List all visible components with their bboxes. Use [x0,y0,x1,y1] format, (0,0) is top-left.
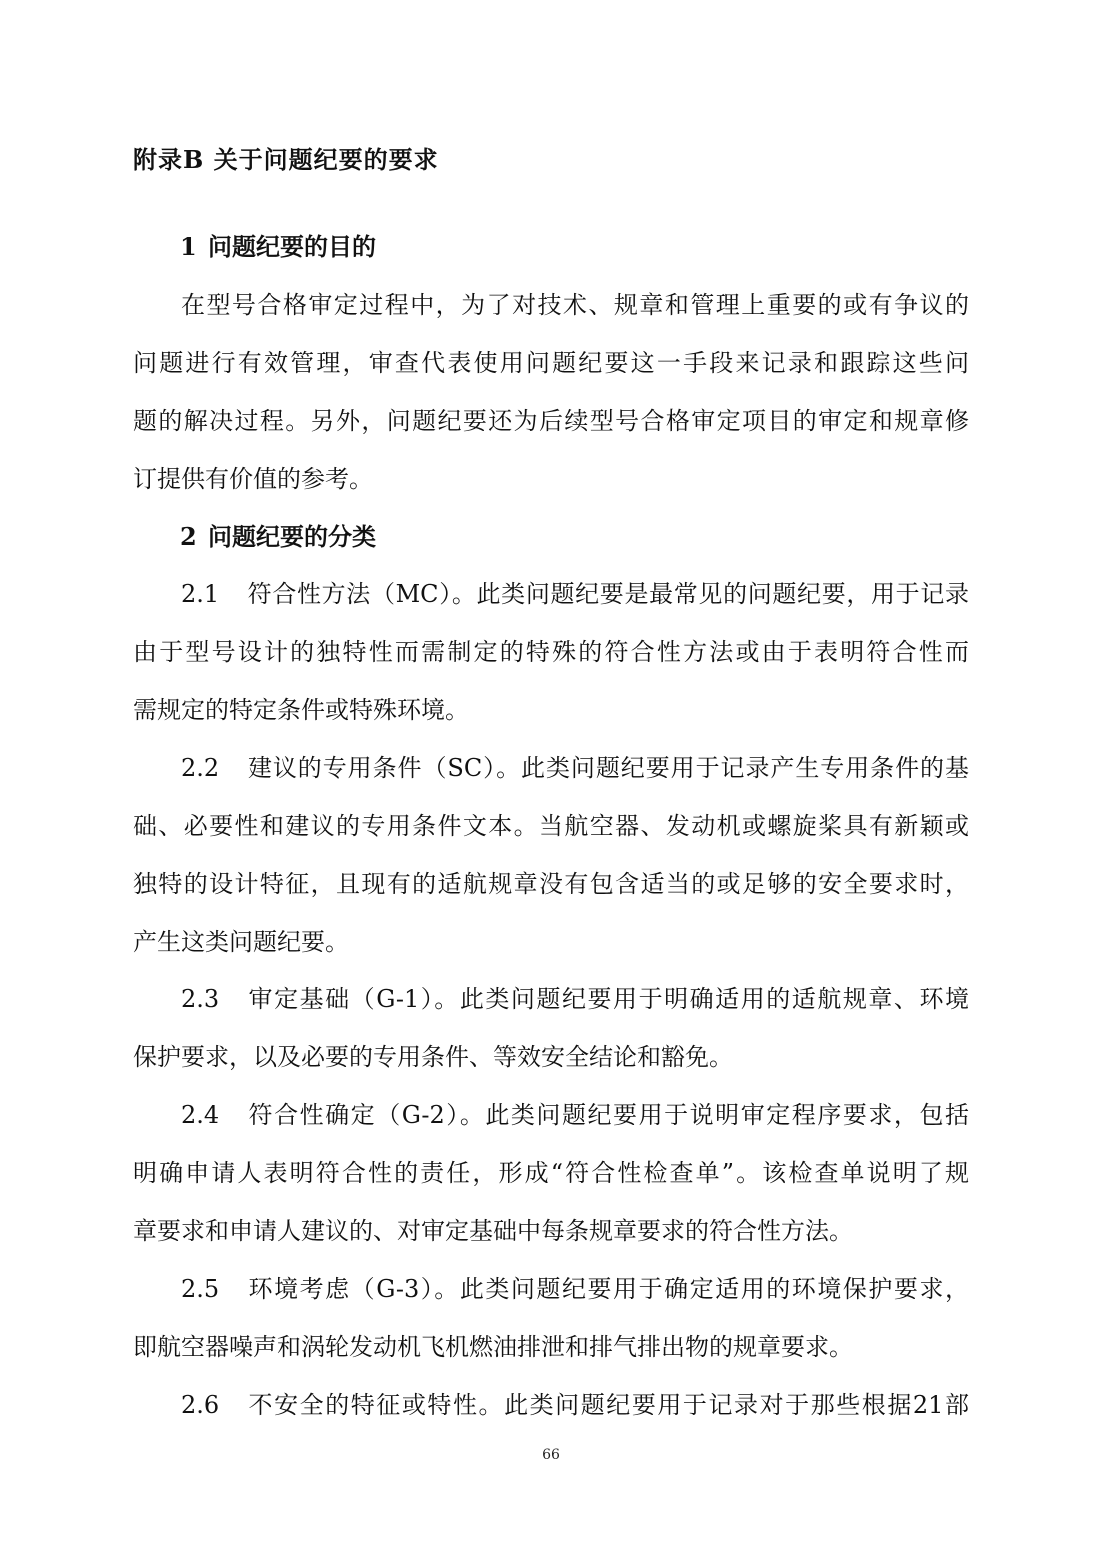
item-number: 2.4 [181,1101,220,1129]
paragraph-line: 独特的设计特征，且现有的适航规章没有包含适当的或足够的安全要求时， [133,870,969,898]
list-item-2-2-first-line [181,746,969,790]
paragraph-line: 产生这类问题纪要。 [133,928,349,956]
paragraph-line: 保护要求，以及必要的专用条件、等效安全结论和豁免。 [133,1043,733,1071]
section-number: 1 [180,232,197,261]
list-item-2-3-first-line [181,977,969,1021]
paragraph-line: 章要求和申请人建议的、对审定基础中每条规章要求的符合性方法。 [133,1217,853,1245]
paragraph-line: 问题进行有效管理，审查代表使用问题纪要这一手段来记录和跟踪这些问 [133,349,969,377]
item-number: 2.6 [181,1391,220,1419]
paragraph-line: 明确申请人表明符合性的责任，形成“符合性检查单”。该检查单说明了规 [133,1159,969,1187]
item-number: 2.5 [181,1275,220,1303]
paragraph-line: 础、必要性和建议的专用条件文本。当航空器、发动机或螺旋桨具有新颖或 [133,812,969,840]
item-text: 不安全的特征或特性。此类问题纪要用于记录对于那些根据21部 [247,1391,969,1419]
item-number: 2.3 [181,985,220,1013]
item-text: 符合性方法（MC）。此类问题纪要是最常见的问题纪要，用于记录 [247,580,969,608]
item-number: 2.1 [181,580,220,608]
item-text: 环境考虑（G-3）。此类问题纪要用于确定适用的环境保护要求， [247,1275,969,1303]
paragraph-line: 需规定的特定条件或特殊环境。 [133,696,469,724]
appendix-title: 附录B 关于问题纪要的要求 [133,145,439,174]
section-title: 问题纪要的分类 [208,522,376,551]
list-item-2-6-first-line [181,1383,969,1427]
paragraph-line: 在型号合格审定过程中，为了对技术、规章和管理上重要的或有争议的 [181,291,969,319]
section-heading-2 [180,515,376,559]
paragraph-line: 题的解决过程。另外，问题纪要还为后续型号合格审定项目的审定和规章修 [133,407,969,435]
item-text: 符合性确定（G-2）。此类问题纪要用于说明审定程序要求，包括 [247,1101,969,1129]
list-item-2-5-first-line [181,1267,969,1311]
page-number: 66 [542,1447,560,1463]
item-number: 2.2 [181,754,220,782]
section-title: 问题纪要的目的 [208,232,376,261]
list-item-2-1-first-line [181,572,969,616]
paragraph-line: 由于型号设计的独特性而需制定的特殊的符合性方法或由于表明符合性而 [133,638,969,666]
paragraph-line: 订提供有价值的参考。 [133,465,373,493]
section-heading-1 [180,225,376,269]
item-text: 审定基础（G-1）。此类问题纪要用于明确适用的适航规章、环境 [247,985,969,1013]
item-text: 建议的专用条件（SC）。此类问题纪要用于记录产生专用条件的基 [247,754,969,782]
paragraph-line: 即航空器噪声和涡轮发动机飞机燃油排泄和排气排出物的规章要求。 [133,1333,853,1361]
section-number: 2 [180,522,197,551]
list-item-2-4-first-line [181,1093,969,1137]
